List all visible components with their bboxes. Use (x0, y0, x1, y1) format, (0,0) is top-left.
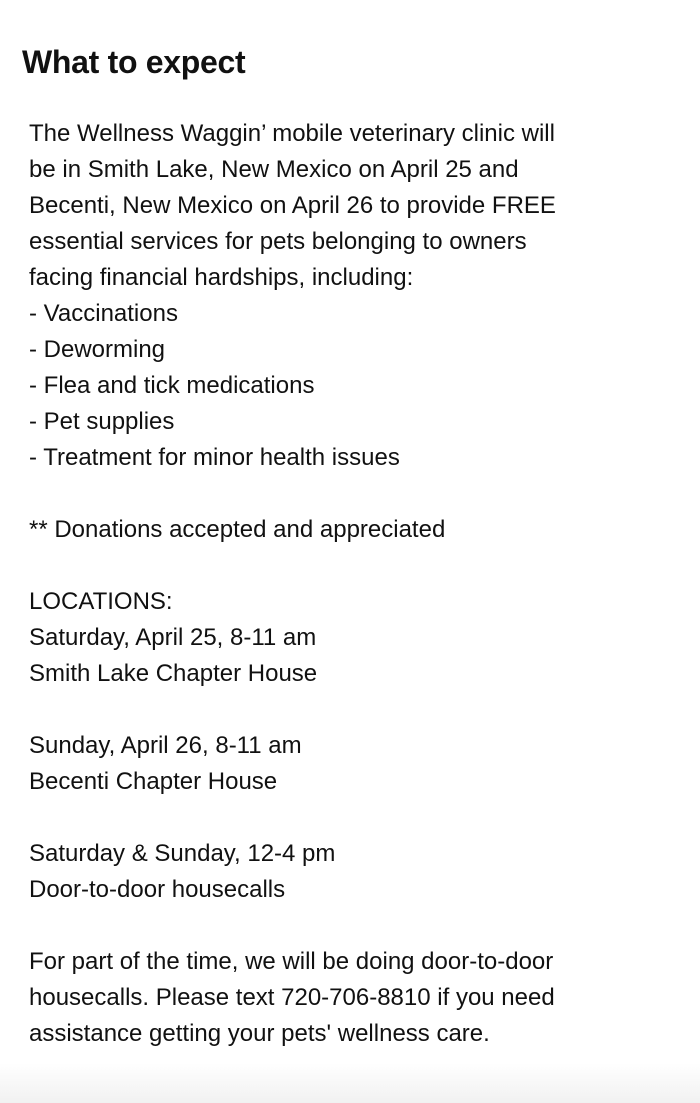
section-heading: What to expect (22, 44, 246, 80)
service-item: - Deworming (29, 336, 166, 363)
location-place: Door-to-door housecalls (29, 876, 286, 903)
text-line: Becenti, New Mexico on April 26 to provide FREE (29, 192, 556, 219)
location-place: Becenti Chapter House (29, 768, 278, 795)
location-time: Sunday, April 26, 8-11 am (29, 732, 302, 759)
blank-line (29, 908, 689, 944)
contact-line: housecalls. Please text 720-706-8810 if you need (29, 984, 555, 1011)
text-line: essential services for pets belonging to owners (29, 228, 527, 255)
text-line: facing financial hardships, including: (29, 264, 414, 291)
service-item: - Vaccinations (29, 300, 178, 327)
blank-line (29, 692, 689, 728)
blank-line (29, 800, 689, 836)
text-line: be in Smith Lake, New Mexico on April 25 and (29, 156, 519, 183)
location-time: Saturday, April 25, 8-11 am (29, 624, 317, 651)
location-time: Saturday & Sunday, 12-4 pm (29, 840, 336, 867)
location-place: Smith Lake Chapter House (29, 660, 318, 687)
text-line: assistance getting your pets' wellness care. (29, 1020, 490, 1047)
text-line: The Wellness Waggin’ mobile veterinary clinic will (29, 120, 555, 147)
blank-line (29, 548, 689, 584)
locations-label: LOCATIONS: (29, 588, 173, 615)
blank-line (29, 476, 689, 512)
service-item: - Pet supplies (29, 408, 175, 435)
donations-note: ** Donations accepted and appreciated (29, 516, 446, 543)
service-item: - Treatment for minor health issues (29, 444, 400, 471)
text-line: For part of the time, we will be doing door-to-door (29, 948, 554, 975)
service-item: - Flea and tick medications (29, 372, 315, 399)
bottom-fade (0, 1063, 700, 1103)
description-body (29, 116, 689, 1052)
